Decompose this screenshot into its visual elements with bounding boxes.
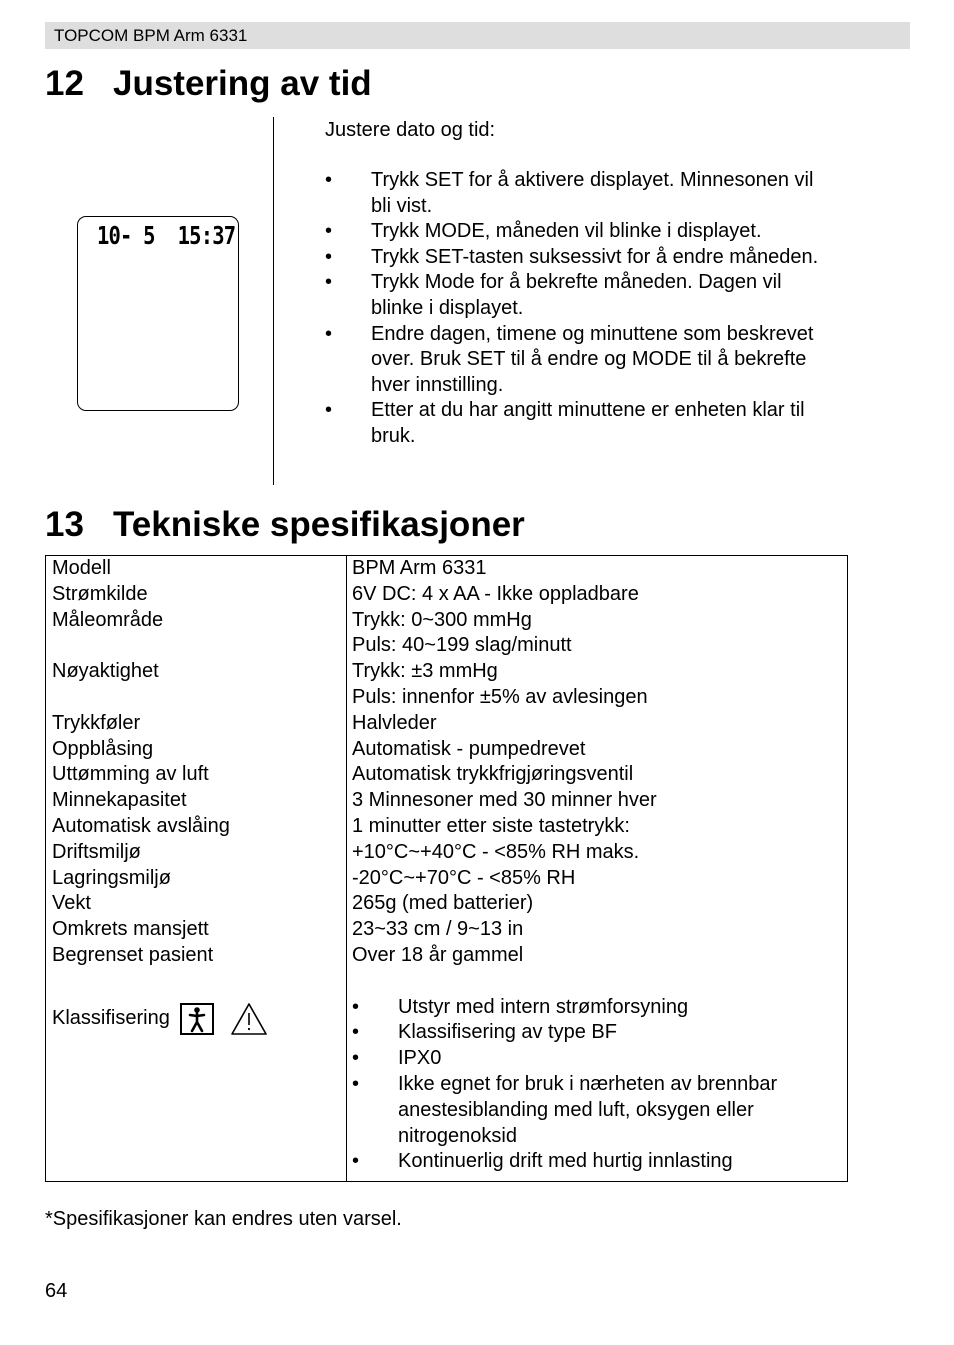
spec-value: +10°C~+40°C - <85% RH maks. [352, 840, 640, 863]
spec-value: Puls: 40~199 slag/minutt [352, 634, 572, 657]
spec-value: 265g (med batterier) [352, 892, 534, 915]
spec-value: 1 minutter etter siste tastetrykk: [352, 814, 630, 837]
spec-value: Trykk: 0~300 mmHg [352, 608, 532, 631]
vertical-divider [273, 117, 274, 485]
list-item: • Ikke egnet for bruk i nærheten av brennbar anestesiblanding med luft, oksygen eller nitrogenoksid [352, 1072, 842, 1149]
section-title: Tekniske spesifikasjoner [113, 505, 525, 544]
list-item: • Utstyr med intern strømforsyning [352, 995, 842, 1021]
spec-label: Minnekapasitet [52, 789, 187, 812]
list-item: • Trykk SET-tasten suksessivt for å endre måneden. [325, 245, 825, 271]
section-12-heading [45, 64, 372, 104]
spec-value: Automatisk trykkfrigjøringsventil [352, 763, 634, 786]
spec-value: Automatisk - pumpedrevet [352, 737, 586, 760]
spec-label: Måleområde [52, 608, 164, 631]
spec-value: Over 18 år gammel [352, 943, 524, 966]
spec-label: Nøyaktighet [52, 660, 159, 683]
spec-values-column [352, 556, 842, 1175]
table-column-divider [346, 556, 347, 1181]
spec-label: Trykkføler [52, 711, 141, 734]
spec-value: 3 Minnesoner med 30 minner hver [352, 789, 657, 812]
spec-value: Halvleder [352, 711, 437, 734]
section-number: 13 [45, 505, 84, 544]
spec-label: Vekt [52, 892, 91, 915]
classification-list [352, 995, 842, 1176]
list-item: • Trykk SET for å aktivere displayet. Minnesonen vil bli vist. [325, 168, 825, 219]
classification-label-row [52, 1002, 342, 1036]
warning-triangle-icon [230, 1002, 268, 1036]
section-title: Justering av tid [113, 64, 372, 103]
spec-label: Klassifisering [52, 1006, 170, 1029]
page-number: 64 [45, 1280, 68, 1302]
spec-label: Strømkilde [52, 582, 148, 605]
list-item: • Kontinuerlig drift med hurtig innlasting [352, 1149, 842, 1175]
spec-label: Oppblåsing [52, 737, 154, 760]
lcd-display-illustration [77, 216, 239, 411]
spec-label: Omkrets mansjett [52, 918, 209, 941]
spec-value: -20°C~+70°C - <85% RH [352, 866, 576, 889]
spec-label: Begrenset pasient [52, 943, 214, 966]
spec-label: Uttømming av luft [52, 763, 209, 786]
list-item: • Etter at du har angitt minuttene er enheten klar til bruk. [325, 398, 825, 449]
spec-label: Automatisk avslåing [52, 814, 230, 837]
lcd-date-time: 10- 5 15:37 [97, 221, 236, 250]
intro-text: Justere dato og tid: [325, 119, 496, 141]
section-13-heading [45, 505, 525, 545]
spec-label: Lagringsmiljø [52, 866, 171, 889]
spec-value: BPM Arm 6331 [352, 557, 487, 579]
list-item: • Trykk Mode for å bekrefte måneden. Dagen vil blinke i displayet. [325, 270, 825, 321]
list-item: • Endre dagen, timene og minuttene som beskrevet over. Bruk SET til å endre og MODE til å bekrefte hver innstilling. [325, 322, 825, 399]
spec-label: Driftsmiljø [52, 840, 141, 863]
document-header: TOPCOM BPM Arm 6331 [45, 22, 910, 49]
footnote: *Spesifikasjoner kan endres uten varsel. [45, 1208, 402, 1230]
list-item: • IPX0 [352, 1046, 842, 1072]
spec-value: 23~33 cm / 9~13 in [352, 918, 524, 941]
spec-table [45, 555, 848, 1182]
spec-value: 6V DC: 4 x AA - Ikke oppladbare [352, 582, 639, 605]
spec-value: Trykk: ±3 mmHg [352, 660, 498, 683]
type-bf-body-icon [180, 1003, 214, 1035]
list-item: • Klassifisering av type BF [352, 1020, 842, 1046]
spec-labels-column [52, 556, 342, 1036]
spec-label: Modell [52, 557, 111, 579]
list-item: • Trykk MODE, måneden vil blinke i displayet. [325, 219, 825, 245]
section-number: 12 [45, 64, 84, 103]
time-setting-steps [325, 168, 825, 450]
spec-value: Puls: innenfor ±5% av avlesingen [352, 685, 648, 708]
